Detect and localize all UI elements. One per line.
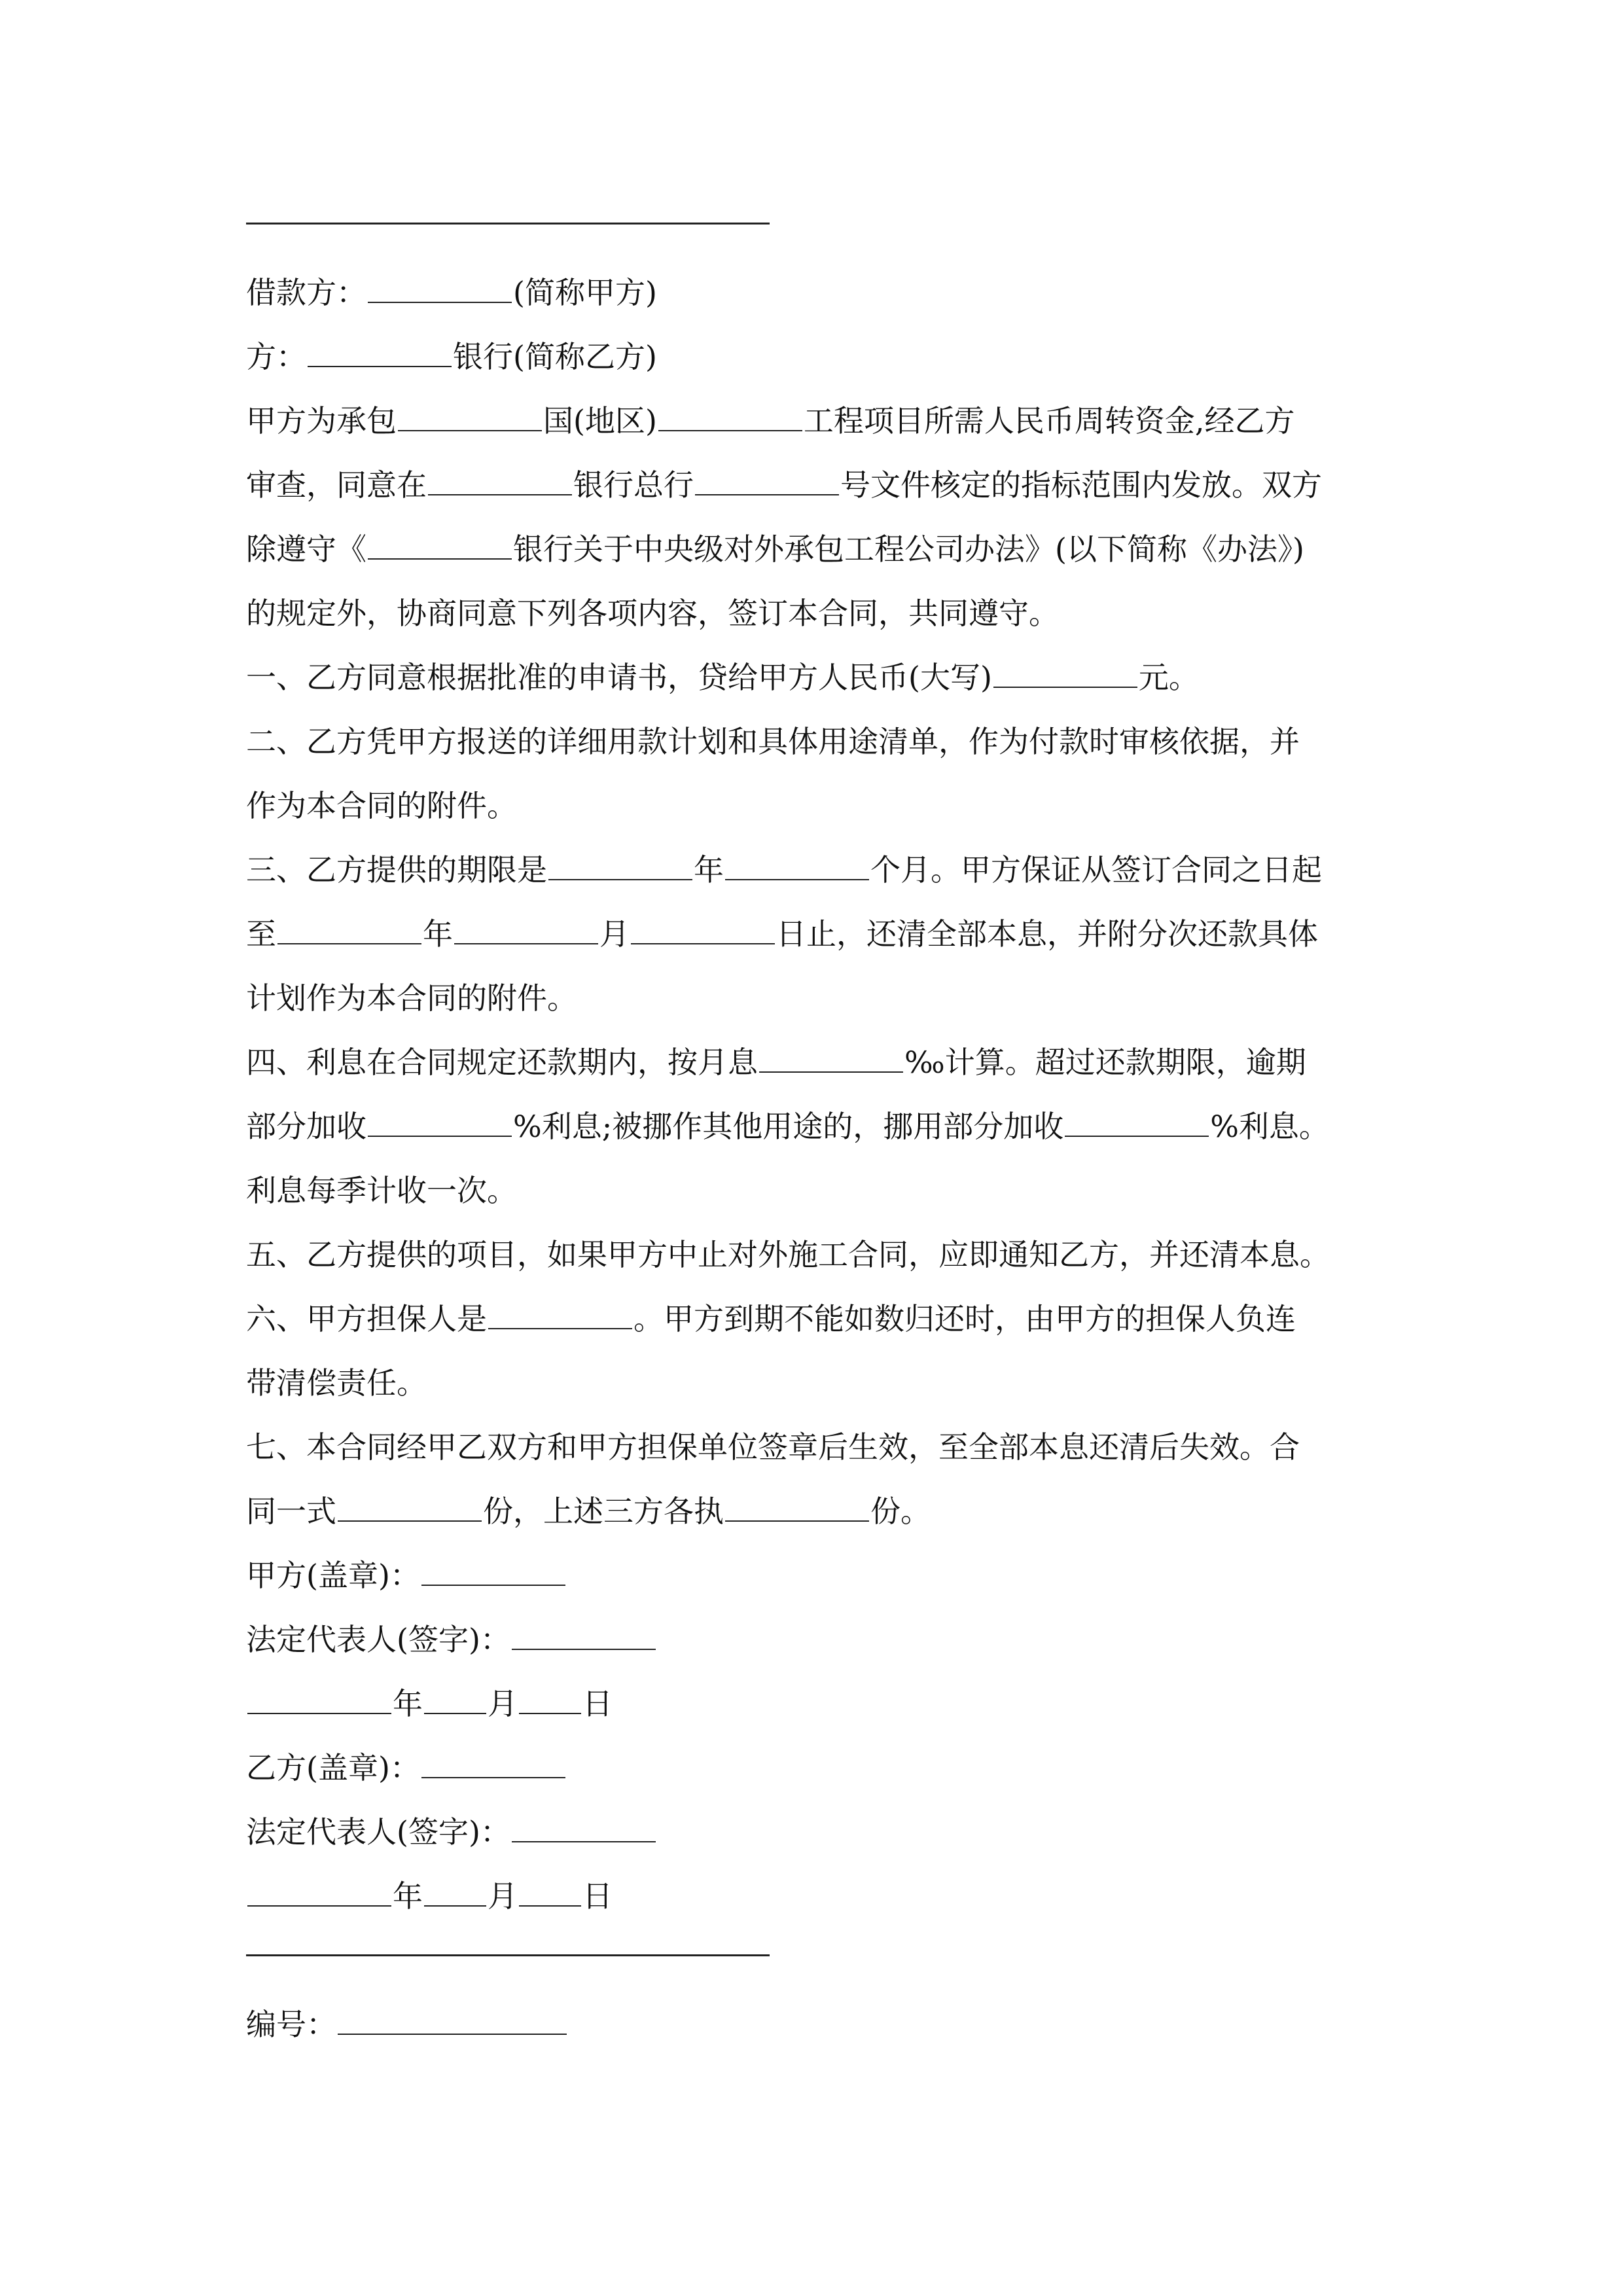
- party-b-representative: 法定代表人(签字)：: [246, 1800, 1385, 1864]
- clause-6-cont: 带清偿责任。: [246, 1365, 427, 1401]
- blank-field[interactable]: [368, 1109, 512, 1137]
- blank-field[interactable]: [695, 468, 839, 495]
- blank-field[interactable]: [658, 404, 802, 431]
- blank-field[interactable]: [1065, 1109, 1209, 1137]
- blank-field[interactable]: [398, 404, 542, 431]
- blank-field[interactable]: [631, 917, 775, 944]
- party-a-representative: 法定代表人(签字)：: [246, 1607, 1385, 1672]
- clause-1: 一、乙方同意根据批准的申请书，贷给甲方人民币(大写) 元。: [246, 660, 1199, 695]
- clause-2: 二、乙方凭甲方报送的详细用款计划和具体用途清单，作为付款时审核依据，并: [246, 724, 1300, 759]
- clause-3: 三、乙方提供的期限是 年 个月。甲方保证从签订合同之日起: [246, 852, 1322, 888]
- blank-field[interactable]: [428, 468, 572, 495]
- clause-3-cont: 至 年 月 日止，还清全部本息，并附分次还款具体: [246, 916, 1318, 952]
- blank-field[interactable]: [338, 1494, 482, 1522]
- blank-field[interactable]: [424, 1687, 486, 1714]
- clause-7: 七、本合同经甲乙双方和甲方担保单位签章后生效，至全部本息还清后失效。合: [246, 1429, 1300, 1465]
- clause-2-cont: 作为本合同的附件。: [246, 788, 517, 823]
- clause-4-cont: 部分加收 %利息;被挪作其他用途的，挪用部分加收 %利息。: [246, 1109, 1329, 1144]
- body-line: 除遵守《 银行关于中央级对外承包工程公司办法》(以下简称《办法》): [246, 531, 1304, 567]
- blank-field[interactable]: [247, 1687, 391, 1714]
- blank-field[interactable]: [519, 1687, 581, 1714]
- clause-7-cont: 同一式 份，上述三方各执 份。: [246, 1494, 931, 1529]
- blank-field[interactable]: [725, 853, 869, 880]
- top-divider: [246, 196, 1385, 260]
- lender-line: 方： 银行(简称乙方): [246, 339, 657, 374]
- party-b-date: 年 月 日: [246, 1864, 1385, 1928]
- clause-6: 六、甲方担保人是 。甲方到期不能如数归还时，由甲方的担保人负连: [246, 1301, 1296, 1336]
- clause-5: 五、乙方提供的项目，如果甲方中止对外施工合同，应即通知乙方，并还清本息。: [246, 1237, 1330, 1272]
- contract-body: [246, 196, 1385, 2056]
- blank-field[interactable]: [519, 1879, 581, 1907]
- blank-field[interactable]: [548, 853, 692, 880]
- blank-field[interactable]: [454, 917, 598, 944]
- serial-number-line: 编号：: [246, 1992, 1385, 2056]
- blank-field[interactable]: [338, 2007, 567, 2035]
- body-line: 甲方为承包 国(地区) 工程项目所需人民币周转资金,经乙方: [246, 403, 1295, 439]
- clause-4: 四、利息在合同规定还款期内，按月息 ‰计算。超过还款期限，逾期: [246, 1045, 1306, 1080]
- bottom-divider: [246, 1928, 1385, 1992]
- body-line: 的规定外，协商同意下列各项内容，签订本合同，共同遵守。: [246, 596, 1059, 631]
- clause-3-cont: 计划作为本合同的附件。: [246, 980, 577, 1016]
- blank-field[interactable]: [421, 1558, 565, 1586]
- blank-field[interactable]: [725, 1494, 869, 1522]
- party-b-seal: 乙方(盖章)：: [246, 1736, 1385, 1800]
- blank-field[interactable]: [277, 917, 421, 944]
- blank-field[interactable]: [247, 1879, 391, 1907]
- blank-field[interactable]: [368, 276, 512, 303]
- blank-field[interactable]: [759, 1045, 903, 1073]
- borrower-line: 借款方： (简称甲方): [246, 275, 657, 310]
- blank-field[interactable]: [993, 660, 1137, 688]
- clause-4-cont: 利息每季计收一次。: [246, 1173, 517, 1208]
- party-a-seal: 甲方(盖章)：: [246, 1543, 1385, 1607]
- blank-field[interactable]: [421, 1751, 565, 1778]
- blank-field[interactable]: [368, 532, 512, 560]
- blank-field[interactable]: [308, 340, 452, 367]
- blank-field[interactable]: [512, 1623, 656, 1650]
- party-a-date: 年 月 日: [246, 1672, 1385, 1736]
- blank-field[interactable]: [424, 1879, 486, 1907]
- blank-field[interactable]: [512, 1815, 656, 1842]
- blank-field[interactable]: [488, 1302, 632, 1329]
- body-line: 审查，同意在 银行总行 号文件核定的指标范围内发放。双方: [246, 467, 1322, 503]
